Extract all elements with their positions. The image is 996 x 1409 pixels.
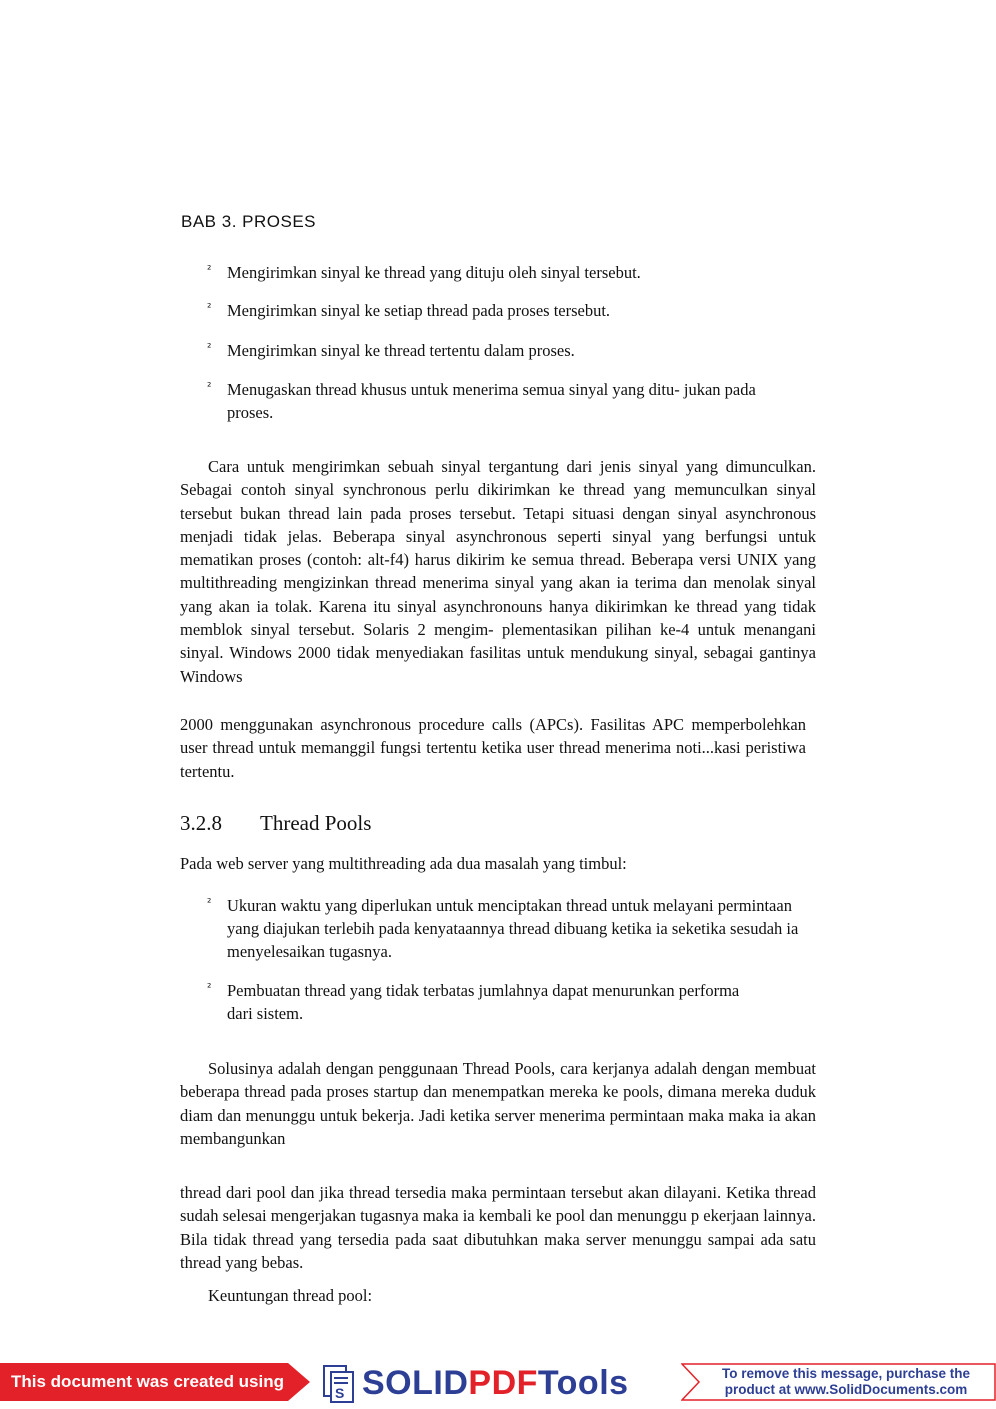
bullet-mark: ² bbox=[207, 301, 212, 314]
section-number: 3.2.8 bbox=[180, 811, 222, 835]
list-item: ² Mengirimkan sinyal ke thread tertentu dalam proses. bbox=[207, 339, 822, 362]
bullet-mark: ² bbox=[207, 341, 212, 354]
paragraph-pool-intro: Pada web server yang multithreading ada dua masalah yang timbul: bbox=[180, 854, 627, 873]
brand-logo bbox=[322, 1361, 682, 1404]
running-header: BAB 3. PROSES bbox=[181, 212, 316, 231]
banner-created-using: This document was created using bbox=[0, 1363, 288, 1401]
section-heading bbox=[180, 811, 371, 836]
list-item: ² Pembuatan thread yang tidak terbatas jumlahnya dapat menurunkan performa dari sistem. bbox=[207, 979, 767, 1025]
paragraph-solution: Solusinya adalah dengan penggunaan Thread Pools, cara kerjanya adalah dengan membuat beberapa thread pada proses startup dan menempatkan mereka ke pools, dimana mereka duduk diam dan menunggu untuk bekerja. Jadi ketika server menerima permintaan maka maka ia akan membangunkan bbox=[180, 1059, 816, 1148]
section-title: Thread Pools bbox=[260, 811, 372, 835]
banner-purchase-line1: To remove this message, purchase the bbox=[721, 1366, 971, 1381]
list-item: ² Menugaskan thread khusus untuk menerima semua sinyal yang ditu- jukan pada proses. bbox=[207, 378, 802, 424]
paragraph-solution-cont: thread dari pool dan jika thread tersedia maka permintaan tersebut akan dilayani. Ketika thread sudah selesai mengerjakan tugasnya maka ia kembali ke pool dan menunggu p ekerjaan lainnya. Bila tidak thread yang tersedia pada saat dibutuhkan maka server menunggu sampai ada satu thread yang bebas. bbox=[180, 1183, 816, 1272]
list-item: ² Mengirimkan sinyal ke setiap thread pada proses tersebut. bbox=[207, 299, 822, 322]
banner-arrow bbox=[288, 1363, 310, 1401]
bullet-mark: ² bbox=[207, 263, 212, 276]
bullet-mark: ² bbox=[207, 981, 212, 994]
bullet-mark: ² bbox=[207, 896, 212, 909]
paragraph-apc: 2000 menggunakan asynchronous procedure calls (APCs). Fasilitas APC memperbolehkan user thread untuk memanggil fungsi tertentu ketika user thread menerima noti...kasi peristiwa tertentu. bbox=[180, 715, 806, 781]
bullet-list-problems bbox=[207, 894, 822, 1025]
watermark-banner bbox=[0, 1361, 996, 1404]
banner-purchase-line2[interactable]: product at www.SolidDocuments.com bbox=[724, 1382, 968, 1397]
svg-text:S: S bbox=[335, 1385, 345, 1401]
pdf-document-icon bbox=[322, 1364, 356, 1409]
paragraph-signals: Cara untuk mengirimkan sebuah sinyal tergantung dari jenis sinyal yang dimunculkan. Sebagai contoh sinyal synchronous perlu dikirimkan ke thread yang memunculkan sinyal tersebut bukan thread lain pada proses tersebut. Tetapi situasi dengan sinyal asynchronous menjadi tidak jelas. Beberapa sinyal asynchronous seperti sinyal yang berfungsi untuk mematikan proses (contoh: alt-f4) harus dikirim ke semua thread. Beberapa versi UNIX yang multithreading mengizinkan thread menerima sinyal yang akan ia terima dan menolak sinyal yang akan ia tolak. Karena itu sinyal asynchronouns hanya dikirimkan ke thread yang tidak memblok sinyal tersebut. Solaris 2 mengim- plementasikan pilihan ke-4 untuk menangani sinyal. Windows 2000 tidak menyediakan fasilitas untuk mendukung sinyal, sebagai gantinya Windows bbox=[180, 457, 816, 686]
list-item: ² Ukuran waktu yang diperlukan untuk menciptakan thread untuk melayani permintaan yang diajukan terlebih pada kenyataannya thread dibuang ketika ia seketika sesudah ia menyelesaikan tugasnya. bbox=[207, 894, 822, 963]
list-item: ² Mengirimkan sinyal ke thread yang dituju oleh sinyal tersebut. bbox=[207, 261, 822, 284]
banner-purchase-message[interactable] bbox=[681, 1363, 996, 1401]
bullet-list-signal-options bbox=[207, 261, 822, 424]
paragraph-advantages-intro: Keuntungan thread pool: bbox=[208, 1286, 373, 1305]
brand-wordmark: SOLIDPDFTools bbox=[362, 1364, 629, 1402]
bullet-mark: ² bbox=[207, 380, 212, 393]
